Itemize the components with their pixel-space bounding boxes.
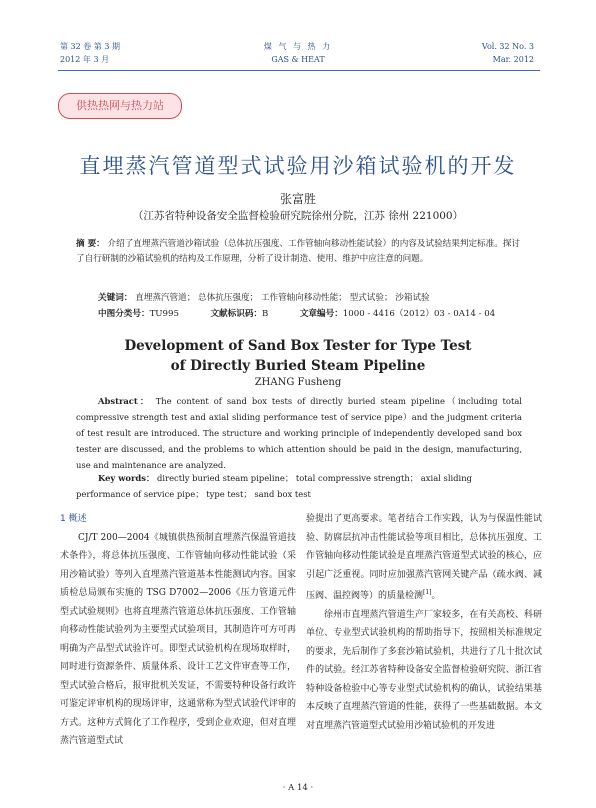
body-paragraph: CJ/T 200—2004《城镇供热预制直埋蒸汽保温管道技术条件》，将总体抗压强度、工作管轴向移动性能试验（采用沙箱试验）等列入直埋蒸汽管道基本性能测试内容。国家质检总局颁布实施的 TSG D7002—2006《压力管道元件型式试验规则》也将直埋蒸汽管道总体抗压强度、工作管轴向移动性能试验列为主要型式试验项目，其制造许可方可再明确为产品型式试验许可。即型式试验机构在现场取样时，同时进行资源条件、质量体系、设计工艺文件审查等工作，型式试验合格后，报审批机关发证，不需要特种设备行政许可鉴定评审机构的现场评审，这通常称为型式试验代评审的方式。这种方式简化了工作程序，受到企业欢迎，但对直埋蒸汽管道型式试 [60,532,296,746]
article-title-en [0,336,596,376]
classification-line [98,307,495,319]
body-paragraph-text: 验提出了更高要求。笔者结合工作实践，认为与保温性能试验、防腐层抗冲击性能试验等项目相比，总体抗压强度、工作管轴向移动性能试验是直埋蒸汽管道型式试验的核心，应引起广泛重视。同时应加强蒸汽管网关键产品（疏水阀、减压阀、温控阀等）的质量检测 [306,514,542,601]
citation-ref[interactable]: [1] [423,589,432,596]
keywords-en-label: Key words： [98,473,155,483]
journal-name-cn: 煤 气 与 热 力 [263,42,333,51]
body-paragraph [306,510,542,606]
clc-value: TU995 [149,309,179,319]
abstract-cn-label: 摘 要： [76,239,105,249]
article-number-value: 1000 - 4416（2012）03 - 0A14 - 04 [342,309,496,319]
keywords-en-text: directly buried steam pipeline； total compressive strength； axial sliding performance of service pipe； type test； sand box test [76,473,472,499]
section-heading-overview: 1 概述 [60,514,87,524]
abstract-en-label: Abstract： [98,396,151,406]
keywords-cn-label: 关键词： [98,293,133,303]
author-cn: 张富胜 [279,192,316,206]
affiliation-cn: （江苏省特种设备安全监督检验研究院徐州分院，江苏 徐州 221000） [132,210,464,222]
journal-name-en: GAS & HEAT [271,55,325,64]
body-paragraph: 徐州市直埋蒸汽管道生产厂家较多，在有关高校、科研单位、专业型式试验机构的帮助指导下，按照相关标准规定的要求，先后制作了多套沙箱试验机，共进行了几十批次试件的试验。经江苏省特种设备安全监督检验研究院、浙江省特种设备检验中心等专业型式试验机构的确认，试验结果基本反映了直埋蒸汽管道的性能，获得了一些基础数据。本文对直埋蒸汽管道型式试验用沙箱试验机的开发进 [306,609,542,731]
header-divider [58,70,540,71]
volume-issue: 第 32 卷 第 3 期 [60,42,120,51]
keywords-cn-text: 直埋蒸汽管道； 总体抗压强度； 工作管轴向移动性能； 型式试验； 沙箱试验 [135,293,430,303]
author-en: ZHANG Fusheng [254,377,342,388]
title-en-line2: of Directly Buried Steam Pipeline [170,358,426,374]
article-title-cn: 直埋蒸汽管道型式试验用沙箱试验机的开发 [79,154,517,178]
issue-date-en: Mar. 2012 [492,55,534,64]
keywords-cn [98,291,430,303]
abstract-en-text: The content of sand box tests of directly buried steam pipeline（including total compressive strength test and axial sliding performance test of service pipe）and the judgment criteria of test result are introduced. The structure and working principle of independently developed sand box tester are discussed, and the problems to which attention should be paid in the design, manufacturing, use and maintenance are analyzed. [76,396,522,470]
abstract-cn [76,237,522,267]
issue-date: 2012 年 3 月 [60,55,110,64]
doc-code-value: B [262,309,269,319]
journal-volume-info-en [482,40,534,66]
keywords-en [76,470,522,502]
title-en-line1: Development of Sand Box Tester for Type Test [124,338,472,354]
article-number-label: 文章编号： [299,309,343,319]
abstract-en [76,393,522,473]
doc-code-label: 文献标识码： [210,309,263,319]
abstract-cn-text: 介绍了直埋蒸汽管道沙箱试验（总体抗压强度、工作管轴向移动性能试验）的内容及试验结果判定标准。探讨了自行研制的沙箱试验机的结构及工作原理，分析了设计制造、使用、维护中应注意的问题。 [76,239,521,264]
page-number: · A 14 · [282,783,314,793]
clc-label: 中图分类号： [98,309,150,319]
body-paragraph-end: 。 [431,591,441,601]
body-column-left [60,510,296,751]
section-tag: 供热热网与热力站 [58,93,182,119]
volume-issue-en: Vol. 32 No. 3 [481,42,534,51]
body-column-right [306,510,542,735]
